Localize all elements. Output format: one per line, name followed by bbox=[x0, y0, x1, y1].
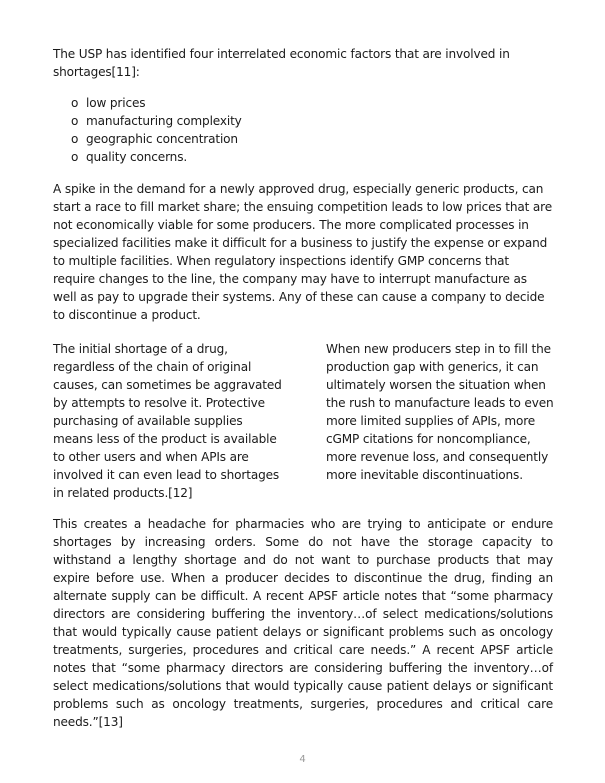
list-item-text: manufacturing complexity bbox=[86, 114, 242, 128]
economic-factors-list bbox=[71, 94, 242, 166]
page-number: 4 bbox=[299, 754, 306, 765]
bullet-marker: o bbox=[71, 96, 79, 110]
list-item-text: geographic concentration bbox=[86, 132, 238, 146]
intro-paragraph: The USP has identified four interrelated economic factors that are involved in shortages[11]: bbox=[53, 47, 510, 79]
bullet-marker: o bbox=[71, 114, 79, 128]
list-item-text: low prices bbox=[86, 96, 146, 110]
bullet-marker: o bbox=[71, 132, 79, 146]
bullet-marker: o bbox=[71, 150, 79, 164]
demand-spike-paragraph: A spike in the demand for a newly approved drug, especially generic products, can start a race to fill market share; the ensuing competition leads to low prices that are not economically viable for some producers. The more complicated processes in specialized facilities make it difficult for a business to justify the expense or expand to multiple facilities. When regulatory inspections identify GMP concerns that require changes to the line, the company may have to interrupt manufacture as well as pay to upgrade their systems. Any of these can cause a company to decide to discontinue a product. bbox=[53, 182, 552, 322]
list-item bbox=[71, 94, 242, 112]
pharmacy-headache-paragraph: This creates a headache for pharmacies who are trying to anticipate or endure shortages by increasing orders. Some do not have the storage capacity to withstand a lengthy shortage and do not want to purchase products that may expire before use. When a producer decides to discontinue the drug, finding an alternate supply can be difficult. A recent APSF article notes that “some pharmacy directors are considering buffering the inventory…of select medications/solutions that would typically cause patient delays or significant problems such as oncology treatments, surgeries, procedures and critical care needs.” A recent APSF article notes that “some pharmacy directors are considering buffering the inventory…of select medications/solutions that would typically cause patient delays or significant problems such as oncology treatments, surgeries, procedures and critical care needs.”[13] bbox=[53, 517, 553, 729]
list-item bbox=[71, 112, 242, 130]
list-item bbox=[71, 148, 242, 166]
list-item-text: quality concerns. bbox=[86, 150, 188, 164]
left-column-paragraph: The initial shortage of a drug, regardless of the chain of original causes, can sometimes be aggravated by attempts to resolve it. Protective purchasing of available supplies means less of the product is available to other users and when APIs are involved it can even lead to shortages in related products.[12] bbox=[53, 342, 282, 500]
right-column-paragraph: When new producers step in to fill the production gap with generics, it can ultimately worsen the situation when the rush to manufacture leads to even more limited supplies of APIs, more cGMP citations for noncompliance, more revenue loss, and consequently more inevitable discontinuations. bbox=[326, 342, 554, 482]
list-item bbox=[71, 130, 242, 148]
